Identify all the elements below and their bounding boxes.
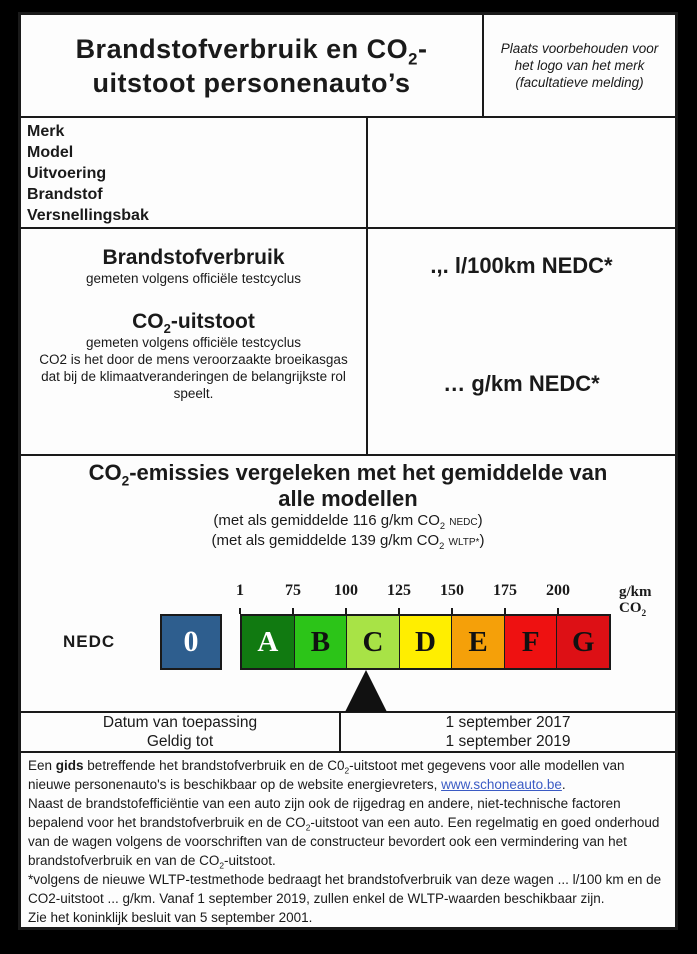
footnote-efficiency: Naast de brandstofefficiëntie van een auto zijn ook de rijgedrag en andere, niet-technische factoren bepalend voor het brandstofverbruik en de $CO_2$-uitstoot van een auto. Een regelmatig en goed onderhoud van de wagen volgens de voorschriften van de constructeur bevordert ook een vermindering van het brandstofverbruik en van de $CO_2$-uitstoot. xyxy=(28,796,660,871)
co2-emission-value: … g/km NEDC* xyxy=(443,371,600,396)
scale-class-E: E xyxy=(452,616,505,668)
title-line-2: uitstoot personenauto’s xyxy=(92,67,411,98)
consumption-values xyxy=(368,229,675,454)
footnote-wltp: *volgens de nieuwe WLTP-testmethode bedraagt het brandstofverbruik van deze wagen ... l/100 km en de CO2-uitstoot ... g/km. Vanaf 1 september 2019, zullen enkel de WLTP-waarden beschikbaar zijn. xyxy=(28,872,662,906)
tick-125: 125 xyxy=(387,582,411,599)
co2-class-pointer-triangle xyxy=(345,670,387,712)
vehicle-field-labels xyxy=(21,118,368,227)
field-brandstof: Brandstof xyxy=(27,186,103,203)
field-merk: Merk xyxy=(27,123,65,140)
scale-class-F: F xyxy=(505,616,558,668)
tick-75: 75 xyxy=(285,582,301,599)
co2-comparison-section xyxy=(21,456,675,713)
vehicle-field-values xyxy=(368,118,675,227)
header-row xyxy=(21,15,675,118)
scale-row-label: NEDC xyxy=(63,632,116,651)
average-nedc-line: (met als gemiddelde 116 g/km $CO_2$ NEDC) xyxy=(213,512,483,531)
co2-class-scale xyxy=(21,552,675,712)
date-of-application-label: Datum van toepassing xyxy=(21,713,341,732)
fuel-consumption-value: .,. l/100km NEDC* xyxy=(430,253,613,278)
vehicle-info-row xyxy=(21,118,675,229)
wltp-subscript: WLTP* xyxy=(448,537,480,548)
scale-class-D: D xyxy=(400,616,453,668)
footnotes xyxy=(21,753,675,927)
fuel-consumption-subtitle: gemeten volgens officiële testcyclus xyxy=(85,271,302,286)
valid-until-label: Geldig tot xyxy=(21,732,341,751)
field-uitvoering: Uitvoering xyxy=(27,165,107,182)
co2-subtitle: gemeten volgens officiële testcyclus xyxy=(85,335,302,350)
consumption-row xyxy=(21,229,675,456)
dates-section xyxy=(21,713,675,753)
scale-class-C: C xyxy=(347,616,400,668)
scale-class-G: G xyxy=(557,616,609,668)
average-wltp-line: (met als gemiddelde 139 g/km $CO_2$ WLTP*) xyxy=(211,532,485,551)
comparison-title-line-2: alle modellen xyxy=(278,486,418,511)
page-title xyxy=(21,15,484,116)
nedc-subscript: NEDC xyxy=(449,517,478,528)
brand-logo-placeholder: Plaats voorbehouden voor het logo van het merk (facultatieve melding) xyxy=(500,41,659,90)
scale-unit-label: g/km $CO_2$ xyxy=(619,584,652,619)
date-of-application-value: 1 september 2017 xyxy=(445,713,571,731)
fuel-consumption-heading: Brandstofverbruik xyxy=(102,246,285,269)
schoneauto-link[interactable]: www.schoneauto.be xyxy=(441,777,562,792)
consumption-descriptions xyxy=(21,229,368,454)
energy-label xyxy=(18,12,678,930)
co2-heading: $CO_2$-uitstoot xyxy=(132,310,255,337)
co2-description: CO2 is het door de mens veroorzaakte broeikasgas dat bij de klimaatveranderingen de belangrijkste rol speelt. xyxy=(39,352,348,401)
title-line-1: Brandstofverbruik en $CO_2-$ xyxy=(75,33,428,68)
footnote-guide: Een gids betreffende het brandstofverbruik en de $C0_2$-uitstoot met gegevens voor alle modellen van nieuwe personenauto's is beschikbaar op de website energievreters, www.schoneauto.be. xyxy=(28,758,625,792)
tick-150: 150 xyxy=(440,582,464,599)
tick-200: 200 xyxy=(546,582,570,599)
valid-until-value: 1 september 2019 xyxy=(445,732,571,750)
footnote-royal-decree: Zie het koninklijk besluit van 5 september 2001. xyxy=(28,910,313,925)
scale-class-A: A xyxy=(242,616,295,668)
tick-1: 1 xyxy=(236,582,244,599)
scale-class-strip xyxy=(240,614,611,670)
field-model: Model xyxy=(27,144,74,161)
comparison-title-line-1: $CO_2$-emissies vergeleken met het gemiddelde van xyxy=(88,460,608,489)
tick-100: 100 xyxy=(334,582,358,599)
field-versnellingsbak: Versnellingsbak xyxy=(27,207,149,224)
tick-175: 175 xyxy=(493,582,517,599)
scale-class-B: B xyxy=(295,616,348,668)
scale-class-0: 0 xyxy=(160,614,222,670)
